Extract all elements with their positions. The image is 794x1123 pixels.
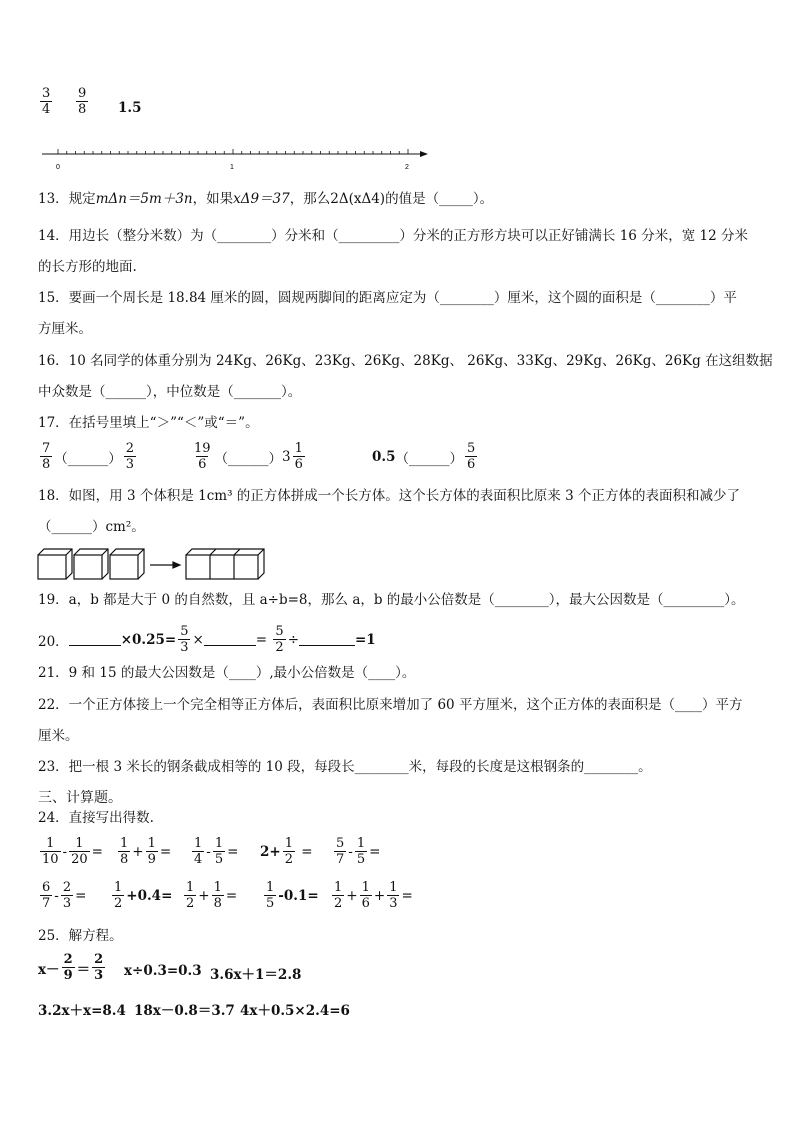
blank [204, 633, 256, 646]
question-23: 23．把一根 3 米长的钢条截成相等的 10 段，每段长________米，每段的长度是这根钢条的________。 [38, 759, 652, 775]
q24-r2-c5: $\frac{1}{2}$ + $\frac{1}{6}$ + $\frac{1}{3}$ = [334, 880, 413, 911]
q25-equation-2: x÷0.3=0.3 [124, 963, 202, 979]
question-13: 13．规定mΔn＝5m＋3n，如果xΔ9＝37，那么2Δ(xΔ4)的值是（_____）。 [38, 191, 494, 207]
question-24-title: 24．直接写出得数. [38, 810, 154, 826]
question-14-line2: 的长方形的地面. [38, 259, 137, 275]
frac-9-8: $\frac{9}{8}$ [78, 86, 87, 117]
q24-r1-c2: $\frac{1}{8}$ + $\frac{1}{9}$ = [120, 836, 172, 867]
question-18-line1: 18．如图，用 3 个体积是 1cm³ 的正方体拼成一个长方体。这个长方体的表面积比原来 3 个正方体的表面积和减少了 [38, 488, 740, 504]
q25-equation-4: 3.2x＋x=8.4 [38, 1003, 126, 1019]
q24-r2-c3: $\frac{1}{2}$ + $\frac{1}{8}$ = [186, 880, 238, 911]
axis-tick-0: 0 [56, 164, 60, 171]
q17-item-1: $\frac{7}{8}$ （______） $\frac{2}{3}$ [42, 441, 135, 472]
blank [69, 633, 121, 646]
question-20: 20． ×0.25= $\frac{5}{3}$ × = $\frac{5}{2}$ ÷ =1 [38, 624, 376, 655]
q24-r2-c1: $\frac{6}{7}$ - $\frac{2}{3}$ = [42, 880, 87, 911]
q25-equation-3: 3.6x＋1＝2.8 [210, 967, 302, 983]
question-16-line2: 中众数是（______），中位数是（_______）。 [38, 384, 302, 400]
q25-equation-6: 4x＋0.5×2.4=6 [240, 1003, 350, 1019]
decimal-1-5: 1.5 [118, 100, 142, 116]
question-25-title: 25．解方程。 [38, 928, 123, 944]
q25-equation-1: x－ $\frac{2}{9}$ ＝ $\frac{2}{3}$ [38, 952, 104, 983]
arrow [150, 562, 180, 568]
question-15-line1: 15．要画一个周长是 18.84 厘米的圆，圆规两脚间的距离应定为（________）厘米，这个圆的面积是（________）平 [38, 290, 737, 306]
q17-item-3: 0.5 （______） $\frac{5}{6}$ [372, 441, 476, 472]
question-19: 19．a，b 都是大于 0 的自然数，且 a÷b=8，那么 a，b 的最小公倍数是（________），最大公因数是（_________）。 [38, 592, 745, 608]
q17-item-2: $\frac{19}{6}$ （______） 3 $\frac{1}{6}$ [194, 441, 303, 472]
axis-tick-1: 1 [230, 164, 234, 171]
cubes-figure [36, 545, 276, 585]
q25-equation-5: 18x－0.8＝3.7 [134, 1003, 235, 1019]
section-3-title: 三、计算题。 [38, 790, 122, 806]
frac-3-4: $\frac{3}{4}$ [42, 86, 51, 117]
cube-1 [38, 549, 72, 579]
question-16-line1: 16．10 名同学的体重分别为 24Kg、26Kg、23Kg、26Kg、28Kg、 26Kg、33Kg、29Kg、26Kg、26Kg 在这组数据 [38, 353, 773, 369]
number-line [36, 145, 436, 175]
question-18-line2: （______）cm²。 [38, 519, 145, 535]
q24-r2-c4: $\frac{1}{5}$ -0.1= [266, 880, 319, 911]
cuboid [186, 549, 264, 579]
question-21: 21．9 和 15 的最大公因数是（____）,最小公倍数是（____）。 [38, 665, 416, 681]
q24-r1-c4: 2+ $\frac{1}{2}$ = [260, 836, 313, 867]
q24-r1-c5: $\frac{5}{7}$ - $\frac{1}{5}$ = [336, 836, 381, 867]
blank [299, 633, 355, 646]
q24-r1-c1: $\frac{1}{10}$ - $\frac{1}{20}$ = [42, 836, 103, 867]
question-15-line2: 方厘米。 [38, 321, 92, 337]
cube-3 [110, 549, 144, 579]
question-22-line1: 22．一个正方体接上一个完全相等正方体后，表面积比原来增加了 60 平方厘米，这个正方体的表面积是（____）平方 [38, 697, 743, 713]
axis-tick-2: 2 [405, 164, 409, 171]
question-17-title: 17．在括号里填上“＞”“＜”或“＝”。 [38, 415, 259, 431]
cube-2 [74, 549, 108, 579]
question-14-line1: 14．用边长（整分米数）为（________）分米和（_________）分米的正方形方块可以正好铺满长 16 分米，宽 12 分米 [38, 228, 748, 244]
q24-r1-c3: $\frac{1}{4}$ - $\frac{1}{5}$ = [194, 836, 239, 867]
q24-r2-c2: $\frac{1}{2}$ +0.4= [114, 880, 173, 911]
question-22-line2: 厘米。 [38, 728, 79, 744]
